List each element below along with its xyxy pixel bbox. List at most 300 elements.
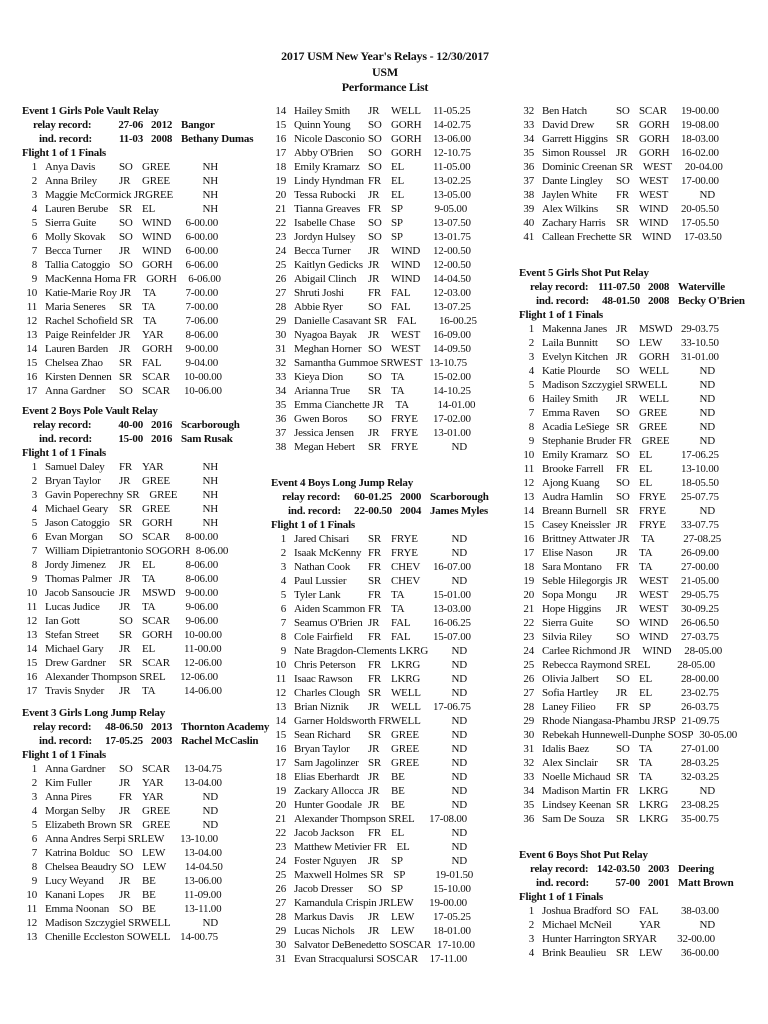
result-row [15, 286, 218, 300]
athlete-name: Samuel Daley [45, 461, 105, 473]
ind-record-holder: Becky O'Brien [678, 295, 745, 307]
athlete-name: Isaac Rawson [294, 673, 353, 685]
place: 40 [523, 217, 534, 229]
team-code: SCAR [142, 657, 170, 669]
team-code: WEST [639, 603, 669, 615]
athlete-year: FR [618, 435, 632, 447]
team-code: EL [142, 203, 156, 215]
mark: 15-01.00 [433, 589, 471, 601]
athlete-year: JR [119, 601, 131, 613]
athlete-year: FR [368, 673, 382, 685]
athlete-year: FR [119, 791, 133, 803]
place: 29 [523, 715, 534, 727]
place: 35 [523, 799, 534, 811]
result-row [15, 188, 218, 202]
team-code: GORH [639, 119, 670, 131]
place: 4 [528, 365, 534, 377]
athlete-year: SR [119, 357, 133, 369]
result-row [15, 258, 218, 272]
athlete-year: JR [368, 617, 380, 629]
athlete-name: Jared Chisari [294, 533, 350, 545]
athlete-name: Katie-Marie Roy [45, 287, 117, 299]
mark: 6-00.00 [185, 217, 218, 229]
place: 13 [26, 931, 37, 943]
athlete-name: Jordy Jimenez [45, 559, 106, 571]
result-row [264, 132, 471, 146]
mark: ND [699, 407, 715, 419]
place: 4 [31, 805, 37, 817]
team-code: LKRG [398, 645, 429, 657]
team-code: GREE [639, 421, 667, 433]
event-title [512, 266, 757, 280]
place: 11 [26, 601, 37, 613]
place: 3 [528, 933, 534, 945]
team-code: FRYE [639, 491, 666, 503]
place: 16 [523, 533, 534, 545]
athlete-year: SO [368, 119, 382, 131]
athlete-year: FR [368, 547, 382, 559]
place: 17 [275, 757, 286, 769]
place: 19 [275, 785, 286, 797]
event-title [15, 404, 260, 418]
team-code: GORH [142, 629, 173, 641]
athlete-name: Sara Montano [542, 561, 602, 573]
ind-record-year: 2001 [648, 877, 670, 889]
ind-record-label: ind. record: [39, 433, 93, 445]
athlete-year: SR [625, 379, 638, 391]
athlete-name: Jaylen White [542, 189, 598, 201]
place: 24 [523, 645, 534, 657]
athlete-year: SO [616, 631, 630, 643]
mark: 14-06.00 [184, 685, 222, 697]
relay-record-label: relay record: [530, 281, 589, 293]
team-code: WIND [639, 217, 669, 229]
team-code: TA [639, 757, 653, 769]
result-row [15, 818, 218, 832]
result-row [15, 558, 218, 572]
event-block [512, 104, 757, 244]
athlete-year: JR [372, 399, 384, 411]
team-code: WELL [391, 105, 421, 117]
athlete-year: SR [368, 385, 382, 397]
place: 3 [280, 561, 286, 573]
event-title-text: Event 4 Boys Long Jump Relay [271, 477, 414, 489]
athlete-year: JR [119, 875, 131, 887]
relay-record-label: relay record: [33, 119, 92, 131]
athlete-year: SR [373, 315, 387, 327]
mark: 33-10.50 [681, 337, 719, 349]
place: 6 [31, 833, 37, 845]
athlete-name: Ben Hatch [542, 105, 587, 117]
athlete-name: Sean Richard [294, 729, 351, 741]
mark: 15-02.00 [433, 371, 471, 383]
athlete-name: Michael Gary [45, 643, 104, 655]
team-code: WEST [639, 175, 669, 187]
result-row [264, 700, 471, 714]
result-row [264, 588, 471, 602]
team-code: WIND [142, 245, 172, 257]
mark: 17-08.00 [429, 813, 467, 825]
team-code: LKRG [639, 785, 669, 797]
result-row [264, 658, 467, 672]
athlete-with-team [542, 378, 667, 392]
team-code: SP [391, 855, 403, 867]
mark: 10-00.00 [184, 629, 222, 641]
athlete-name: Alexander Thompson [294, 813, 386, 825]
mark: 26-09.00 [681, 547, 719, 559]
mark: ND [202, 917, 218, 929]
event-title-text: Event 1 Girls Pole Vault Relay [22, 105, 159, 117]
athlete-name: Michael Geary [45, 503, 109, 515]
result-row [264, 574, 467, 588]
team-code: WELL [391, 687, 421, 699]
place: 23 [275, 841, 286, 853]
ind-record-holder: Sam Rusak [181, 433, 233, 445]
place: 33 [523, 771, 534, 783]
result-row [264, 868, 474, 882]
result-row [264, 532, 467, 546]
ind-record-year: 2016 [151, 433, 173, 445]
mark: 12-03.00 [433, 287, 471, 299]
team-code: GORH [146, 273, 177, 285]
place: 3 [528, 351, 534, 363]
mark: 28-00.00 [681, 673, 719, 685]
athlete-year: SO [119, 161, 133, 173]
event-title [15, 104, 260, 118]
athlete-name: Danielle Casavant [294, 315, 371, 327]
mark: 16-07.00 [433, 561, 471, 573]
athlete-year: JR [368, 911, 380, 923]
mark: 20-04.00 [684, 161, 723, 173]
place: 36 [523, 813, 534, 825]
mark: 6-00.00 [185, 245, 218, 257]
result-row [512, 378, 715, 392]
place: 22 [523, 617, 534, 629]
athlete-name: Jordyn Hulsey [294, 231, 356, 243]
team-code: GREE [142, 161, 170, 173]
event-title [264, 476, 509, 490]
place: 13 [26, 329, 37, 341]
place: 21 [523, 603, 534, 615]
athlete-name: Seble Hilegorgis [542, 575, 613, 587]
athlete-year: SR [624, 659, 638, 671]
athlete-name: Jessica Jensen [294, 427, 354, 439]
event-block [512, 848, 757, 960]
team-code: GORH [639, 133, 670, 145]
relay-record-mark: 142-03.50 [596, 863, 640, 875]
athlete-year: SR [616, 757, 630, 769]
team-code: TA [143, 315, 157, 327]
athlete-with-team [294, 812, 415, 826]
athlete-name: Garrett Higgins [542, 133, 608, 145]
place: 29 [275, 315, 286, 327]
column-middle [264, 104, 509, 966]
team-code: LEW [639, 337, 663, 349]
team-code: WIND [641, 231, 672, 243]
team-code: FRYE [391, 441, 418, 453]
place: 4 [31, 503, 37, 515]
ind-record-holder: Matt Brown [678, 877, 734, 889]
mark: 27-03.75 [681, 631, 719, 643]
athlete-year: FR [373, 841, 387, 853]
ind-record-holder: Rachel McCaslin [181, 735, 259, 747]
athlete-year: SR [616, 813, 630, 825]
athlete-name: Matthew Metivier [294, 841, 371, 853]
team-code: LEW [391, 911, 415, 923]
athlete-name: Nate Bragdon-Clements [294, 645, 397, 657]
team-code: YAR [635, 933, 657, 945]
team-code: FRYE [639, 519, 666, 531]
place: 2 [528, 919, 534, 931]
mark: 14-00.75 [180, 931, 218, 943]
result-row [264, 854, 467, 868]
result-row [15, 860, 223, 874]
place: 30 [523, 729, 534, 741]
result-row [264, 602, 471, 616]
athlete-name: Bryan Taylor [45, 475, 101, 487]
relay-record-label: relay record: [530, 863, 589, 875]
relay-record-mark: 60-01.25 [354, 491, 392, 503]
athlete-name: Hailey Smith [542, 393, 598, 405]
place: 31 [275, 953, 286, 965]
athlete-name: Sierra Guite [45, 217, 97, 229]
athlete-year: FR [368, 631, 382, 643]
place: 12 [26, 315, 37, 327]
athlete-year: FR [368, 203, 382, 215]
place: 32 [275, 357, 286, 369]
team-code: YAR [142, 329, 164, 341]
team-code: GREE [391, 743, 419, 755]
place: 8 [31, 559, 37, 571]
athlete-with-team [294, 356, 422, 370]
mark: 13-01.75 [433, 231, 471, 243]
athlete-name: Ajong Kuang [542, 477, 600, 489]
team-code: WELL [639, 365, 669, 377]
athlete-name: Evan Morgan [45, 531, 103, 543]
athlete-year: SR [616, 799, 630, 811]
mark: NH [202, 189, 218, 201]
result-row [15, 174, 218, 188]
athlete-name: Gwen Boros [294, 413, 348, 425]
team-code: EL [142, 643, 156, 655]
place: 11 [26, 903, 37, 915]
place: 34 [275, 385, 286, 397]
mark: ND [451, 785, 467, 797]
team-code: BE [142, 903, 156, 915]
ind-record-label: ind. record: [536, 295, 590, 307]
mark: 16-00.25 [438, 315, 477, 327]
athlete-name: Abbie Ryer [294, 301, 343, 313]
result-row [15, 776, 222, 790]
team-code: FRYE [391, 533, 418, 545]
team-code: EL [391, 189, 405, 201]
mark: 11-00.00 [184, 643, 222, 655]
place: 25 [523, 659, 534, 671]
mark: 13-07.50 [433, 217, 471, 229]
team-code: EL [639, 449, 653, 461]
mark: NH [202, 475, 218, 487]
athlete-year: SR [119, 517, 133, 529]
result-row [264, 616, 471, 630]
athlete-with-team [45, 670, 166, 684]
athlete-year: JR [368, 245, 380, 257]
athlete-year: SR [619, 161, 633, 173]
place: 8 [280, 631, 286, 643]
result-row [512, 104, 719, 118]
team-code: CHEV [391, 561, 421, 573]
place: 33 [275, 371, 286, 383]
athlete-name: Anna Gardner [45, 385, 106, 397]
team-code: WELL [390, 715, 421, 727]
place: 10 [275, 659, 286, 671]
team-code: GREE [145, 189, 174, 201]
athlete-name: Garner Holdsworth [294, 715, 376, 727]
athlete-name: Drew Gardner [45, 657, 106, 669]
team-code: WIND [391, 273, 421, 285]
place: 5 [528, 379, 534, 391]
mark: 9-00.00 [185, 343, 218, 355]
ind-record-line [512, 876, 757, 890]
mark: 16-06.25 [433, 617, 471, 629]
athlete-name: Chenille Eccleston [45, 931, 125, 943]
relay-record-label: relay record: [282, 491, 341, 503]
result-row [15, 272, 221, 286]
place: 35 [523, 147, 534, 159]
team-code: BE [142, 875, 156, 887]
athlete-year: FR [368, 175, 382, 187]
athlete-year: FR [616, 463, 630, 475]
athlete-name: Madison Szczygiel [45, 917, 126, 929]
mark: ND [699, 393, 715, 405]
result-row [15, 642, 222, 656]
athlete-name: Alex Wilkins [542, 203, 598, 215]
event-title [512, 848, 757, 862]
athlete-year: SR [126, 489, 140, 501]
place: 10 [523, 449, 534, 461]
athlete-year: FR [368, 561, 382, 573]
athlete-year: SR [618, 231, 632, 243]
athlete-name: Dante Lingley [542, 175, 603, 187]
athlete-name: Jason Catoggio [45, 517, 110, 529]
relay-record-holder: Thornton Academy [181, 721, 270, 733]
athlete-year: JR [368, 855, 380, 867]
list-title: Performance List [341, 80, 429, 94]
athlete-name: Ian Gott [45, 615, 80, 627]
result-row [15, 202, 218, 216]
ind-record-mark: 15-00 [118, 433, 143, 445]
mark: 28-03.25 [681, 757, 719, 769]
result-row [512, 672, 719, 686]
result-row [15, 342, 218, 356]
athlete-name: Audra Hamlin [542, 491, 603, 503]
mark: 6-06.00 [185, 259, 218, 271]
team-code: TA [395, 399, 409, 411]
team-code: EL [401, 813, 415, 825]
athlete-year: SO [119, 531, 133, 543]
mark: 19-00.00 [429, 897, 467, 909]
athlete-year: SR [616, 203, 630, 215]
athlete-year: JR [119, 685, 131, 697]
team-code: YAR [142, 791, 164, 803]
mark: 13-04.00 [184, 777, 222, 789]
athlete-year: SO [616, 905, 630, 917]
place: 38 [275, 441, 286, 453]
athlete-name: Acadia LeSiege [542, 421, 610, 433]
athlete-year: SO [616, 105, 630, 117]
place: 1 [528, 323, 534, 335]
result-row [15, 244, 218, 258]
result-row [512, 560, 719, 574]
mark: 33-07.75 [681, 519, 719, 531]
athlete-name: Callean Frechette [542, 231, 616, 243]
relay-record-line [264, 490, 509, 504]
mark: ND [699, 505, 715, 517]
mark: 12-10.75 [433, 147, 471, 159]
athlete-name: Kamandula Crispin [294, 897, 377, 909]
athlete-year: FR [616, 785, 630, 797]
result-row [512, 644, 723, 658]
place: 27 [275, 287, 286, 299]
place: 32 [523, 105, 534, 117]
team-code: TA [142, 287, 157, 299]
athlete-year: FR [378, 715, 391, 727]
athlete-name: Brittney Attwater [542, 533, 616, 545]
team-code: WELL [140, 917, 171, 929]
athlete-name: Paige Reinfelder [45, 329, 116, 341]
mark: 15-10.00 [433, 883, 471, 895]
result-row [15, 930, 218, 944]
athlete-name: Lauren Barden [45, 343, 109, 355]
athlete-year: SO [119, 903, 133, 915]
result-row [264, 356, 467, 370]
place: 25 [275, 259, 286, 271]
ind-record-label: ind. record: [288, 505, 342, 517]
place: 12 [523, 477, 534, 489]
athlete-year: JR [616, 351, 628, 363]
athlete-name: Anna Gardner [45, 763, 106, 775]
mark: 28-05.00 [684, 645, 723, 657]
team-code: WIND [639, 203, 669, 215]
team-code: EL [637, 659, 651, 671]
mark: NH [202, 461, 218, 473]
result-row [264, 426, 471, 440]
event-title [15, 706, 260, 720]
athlete-name: Isaak McKenny [294, 547, 362, 559]
athlete-name: Cole Fairfield [294, 631, 353, 643]
place: 24 [275, 245, 286, 257]
athlete-year: SR [616, 421, 630, 433]
place: 26 [275, 273, 286, 285]
result-row [15, 916, 218, 930]
event-title-text: Event 6 Boys Shot Put Relay [519, 849, 648, 861]
relay-record-mark: 27-06 [118, 119, 143, 131]
mark: 18-03.00 [681, 133, 719, 145]
mark: ND [451, 771, 467, 783]
result-row [512, 392, 715, 406]
athlete-year: SO [119, 385, 133, 397]
athlete-year: JR [368, 259, 380, 271]
athlete-name: Samantha Gummoe [294, 357, 379, 369]
athlete-year: JR [119, 343, 131, 355]
team-code: GORH [391, 133, 422, 145]
result-row [264, 230, 471, 244]
athlete-name: Abigail Clinch [294, 273, 357, 285]
mark: 17-05.25 [433, 911, 471, 923]
place: 7 [31, 545, 37, 557]
place: 4 [528, 947, 534, 959]
place: 34 [523, 133, 534, 145]
athlete-name: Tallia Catoggio [45, 259, 110, 271]
